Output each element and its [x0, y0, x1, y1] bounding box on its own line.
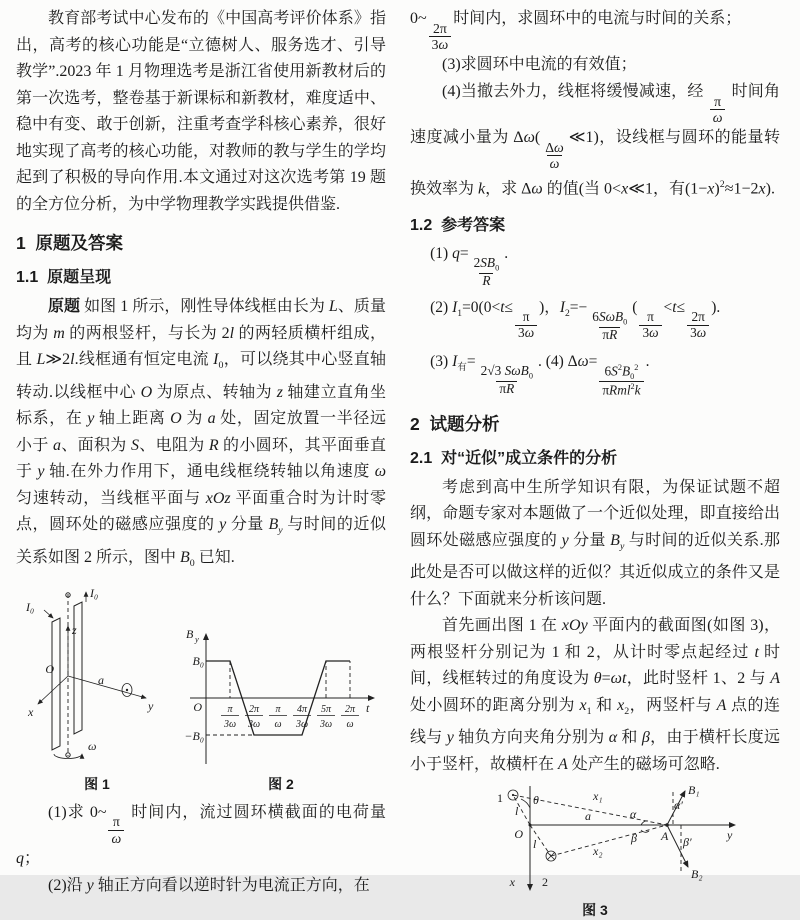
theta-arc	[521, 799, 530, 808]
origin-dot	[529, 824, 532, 827]
right-column	[410, 6, 780, 920]
fig2-ylabel-sub: y	[195, 633, 199, 644]
fig3-label-l1: l	[515, 804, 519, 819]
answer-1: (1) q= $\frac{2SB_0}{R}$ .	[430, 244, 509, 288]
x2-line	[551, 825, 667, 859]
fig2-tick-num-5: 2π	[344, 703, 356, 715]
figure-3	[410, 782, 780, 920]
fig3-label-O: O	[514, 827, 523, 842]
fig1-label-x: x	[28, 704, 34, 719]
section-2-1-heading: 2.1 对“近似”成立条件的分析	[410, 449, 618, 467]
y-axis	[68, 676, 146, 698]
section-1-2-heading: 1.2 参考答案	[410, 216, 506, 234]
intro-paragraph: 教育部考试中心发布的《中国高考评价体系》指出，高考的核心功能是“立德树人、服务选才、引导教学”.2023 年 1 月物理选考是浙江省使用新教材后的第一次选考，整卷基于新课标和新教材，难度适中、稳中有变、敢于创新，注重考查学科核心素养，很好地实现了高考的核心功能，对教师的教与学生的学均起到了积极的导向作用.本文通过对这次选考第 19 题的全方位分析，为中学物理教学实践提供借鉴.	[16, 10, 386, 213]
section-1-1-heading: 1.1 原题呈现	[16, 269, 112, 286]
rod-1-shape	[52, 618, 60, 750]
figure-1-diagram	[16, 584, 178, 772]
figure-2-chart	[178, 624, 384, 772]
fig3-label-x2: x₂	[593, 844, 603, 859]
fig3-label-rod1: 1	[497, 791, 503, 806]
fig2-label-O: O	[193, 699, 202, 714]
figure-3-caption: 图 3	[582, 902, 608, 919]
question-2: (2)沿 y 轴正方向看以逆时针为电流正方向，在	[48, 876, 370, 894]
fig3-label-beta: β	[631, 831, 637, 846]
x-axis	[38, 676, 68, 704]
ring-center-dot	[126, 688, 128, 690]
fig2-label-B0: B₀	[192, 653, 204, 668]
answer-2: (2) $I_1=0(0<t\le$ $\frac{\pi}{3\omega}$ )，$I_2=-$ $\frac{6S\omega B_0}{\pi R}$ ( $\frac{\pi}{3\omega}$ <t≤ $\frac{2\pi}{3\omega}$ ).	[430, 298, 721, 343]
fig2-tick-num-0: π	[227, 703, 233, 715]
fig2-tick-den-0: 3ω	[223, 718, 237, 730]
fig1-label-z: z	[72, 622, 77, 637]
fig3-label-B2: B₂	[691, 867, 703, 882]
figure-2-caption: 图 2	[268, 775, 294, 792]
section-2-heading: 2 试题分析	[410, 413, 500, 434]
fig3-label-y: y	[727, 828, 733, 843]
section-1-heading: 1 原题及答案	[16, 233, 123, 253]
fig3-label-theta: θ	[533, 793, 539, 808]
question-1: (1)求 0~ $\frac{\pi}{\omega}$ 时间内，流过圆环横截面的电荷量 q；	[16, 803, 386, 867]
fig3-label-A: A	[661, 829, 669, 844]
figure-3-diagram	[445, 782, 745, 898]
fig2-label-negB0: −B₀	[184, 728, 204, 743]
fig3-label-x: x	[509, 875, 515, 890]
fig1-label-y: y	[148, 698, 154, 713]
analysis-paragraph-2: 首先画出图 1 在 xOy 平面内的截面图(如图 3)，两根竖杆分别记为 1 和 2，从计时零点起经过 t 时间，线框转过的角度设为 θ=ωt，此时竖杆 1、2 与 A 处小圆环的距离分别为 $x_1$ 和 $x_2$，两竖杆与 A 点的连线与 y 轴负方向夹角分别为 α 和 β，由于横杆长度远小于竖杆，故横杆在 A 处产生的磁场可忽略.	[410, 617, 780, 773]
figure-1-caption: 图 1	[84, 775, 110, 792]
fig3-label-x1: x₁	[593, 789, 603, 804]
fig1-label-I0-left: I₀	[26, 599, 35, 614]
fig2-tick-num-2: π	[275, 703, 281, 715]
fig2-tick-den-1: 3ω	[247, 718, 261, 730]
fig3-label-beta-prime: β′	[683, 835, 692, 850]
left-column	[16, 6, 386, 899]
fig2-tick-den-2: ω	[274, 718, 282, 730]
fig2-label-t: t	[366, 700, 370, 715]
current-arrow-left	[44, 610, 53, 618]
answer-3-4: (3) $I_有=$ $\frac{2√3 S\omega B_0}{\pi R}$ . (4) Δω= $\frac{6S^2B_0^2}{\pi Rml^2k}$ .	[430, 352, 650, 398]
fig2-tick-num-3: 4π	[296, 703, 308, 715]
fig3-label-B1: B₁	[688, 783, 700, 798]
fig3-label-l2: l	[533, 837, 537, 852]
fig2-ylabel-base: B	[186, 626, 194, 641]
fig3-label-rod2: 2	[542, 875, 548, 890]
figure-1	[16, 584, 178, 794]
fig1-label-omega: ω	[88, 738, 97, 753]
fig2-tick-den-3: 3ω	[295, 718, 309, 730]
fig3-label-alpha: α	[630, 807, 637, 822]
fig3-label-a: a	[585, 809, 591, 824]
problem-statement: 原题 如图 1 所示，刚性导体线框由长为 L、质量均为 m 的两根竖杆，与长为 2l 的两轻质横杆组成，且 L≫2l.线框通有恒定电流 $I_0$，可以绕其中心竖直轴转动.以线框中心 O 为原点、转轴为 z 轴建立直角坐标系，在 y 轴上距离 O 为 a 处，固定放置一半径远小于 a、面积为 S、电阻为 R 的小圆环，其平面垂直于 y 轴.在外力作用下，通电线框绕转轴以角速度 ω 匀速转动，当线框平面与 xOz 平面重合时为计时零点，圆环处的磁感应强度的 y 分量 $B_y$ 与时间的近似关系如图 2 所示，图中 $B_0$ 已知.	[16, 298, 386, 570]
fig2-tick-num-1: 2π	[248, 703, 260, 715]
analysis-paragraph-1: 考虑到高中生所学知识有限，为保证试题不超纲，命题专家对本题做了一个近似处理，即直接给出圆环处磁感应强度的 y 分量 $B_y$ 与时间的近似关系.那此处是否可以做这样的近似？其近似成立的条件又是什么？下面就来分析该问题.	[410, 478, 780, 608]
omega-rotation-arrow	[54, 754, 82, 759]
question-4: (4)当撤去外力，线框将缓慢减速，经 $\frac{\pi}{\omega}$ 时间角速度减小量为 Δω( $\frac{\Delta\omega}{\omega}$ ≪1)，设线框与圆环的能量转换效率为 k，求 Δω 的值(当 0<x≪1，有$(1-x)^2\approx 1-2x$).	[410, 82, 780, 198]
fig1-label-O: O	[45, 661, 54, 676]
fig3-label-alpha-prime: α′	[674, 798, 683, 813]
fig2-tick-num-4: 5π	[320, 703, 332, 715]
question-3: (3)求圆环中电流的有效值；	[442, 56, 637, 74]
question-2-continued: 0~ $\frac{2\pi}{3\omega}$ 时间内，求圆环中的电流与时间的关系；	[410, 10, 742, 53]
figure-2	[178, 624, 384, 794]
fig2-tick-den-5: ω	[346, 718, 354, 730]
figure-row	[16, 584, 386, 794]
fig1-label-a: a	[98, 672, 104, 687]
fig1-label-I0-right: I₀	[90, 585, 99, 600]
fig2-tick-den-4: 3ω	[319, 718, 333, 730]
rod-2-shape	[74, 602, 82, 734]
